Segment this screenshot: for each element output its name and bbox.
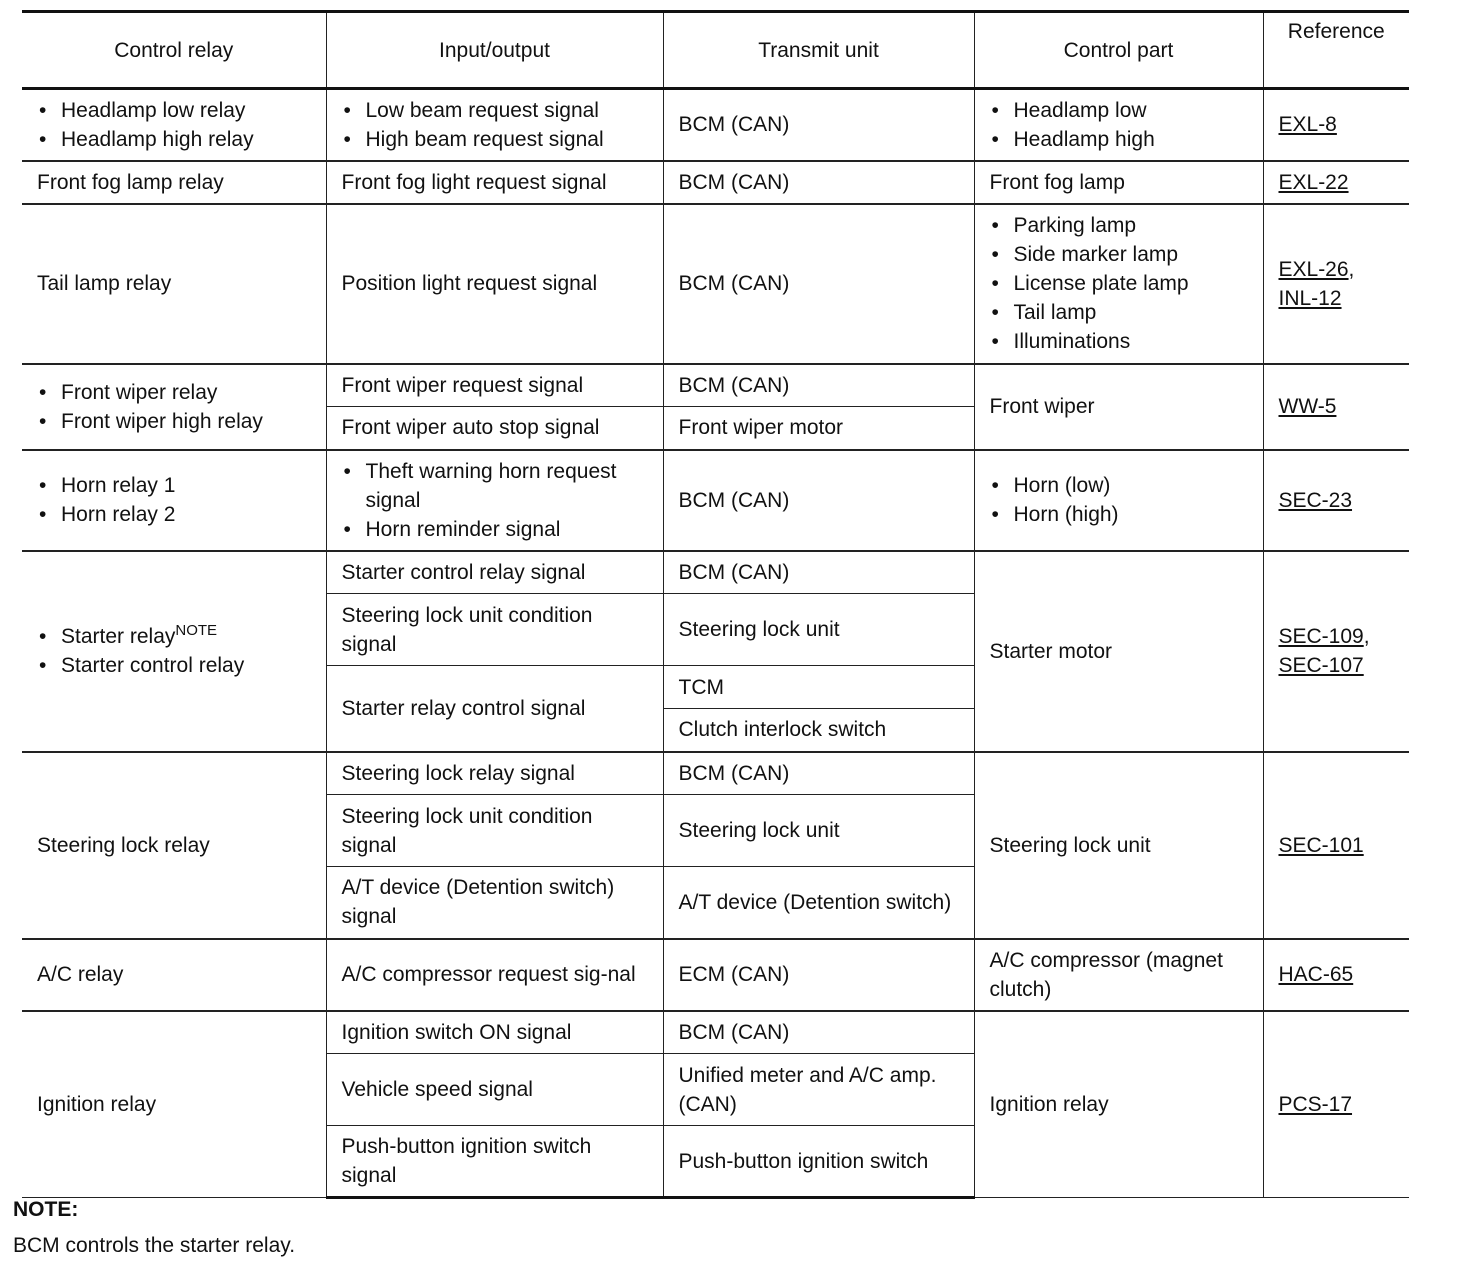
input-output-cell: Steering lock unit condition signal bbox=[326, 594, 663, 666]
transmit-unit-cell: Clutch interlock switch bbox=[663, 709, 974, 752]
list-item: • Illuminations bbox=[990, 327, 1248, 356]
reference-separator: , bbox=[1363, 625, 1370, 648]
table-row-tail bbox=[22, 204, 1409, 364]
transmit-unit-cell: BCM (CAN) bbox=[663, 89, 974, 161]
control-part-cell: Starter motor bbox=[974, 551, 1263, 752]
transmit-unit-cell: Front wiper motor bbox=[663, 407, 974, 450]
control-part-cell: Front wiper bbox=[974, 364, 1263, 450]
input-output-cell bbox=[326, 89, 663, 161]
list-item bbox=[37, 622, 311, 651]
reference-link[interactable]: SEC-109 bbox=[1278, 625, 1364, 648]
list-item: • Theft warning horn request signal bbox=[342, 457, 648, 515]
reference-cell bbox=[1263, 551, 1409, 752]
transmit-unit-cell: Unified meter and A/C amp. (CAN) bbox=[663, 1054, 974, 1126]
transmit-unit-cell: TCM bbox=[663, 666, 974, 709]
header-control-part: Control part bbox=[974, 12, 1263, 89]
reference-link[interactable]: SEC-107 bbox=[1278, 654, 1364, 677]
starter-relay-label: Starter relay bbox=[61, 625, 176, 648]
transmit-unit-cell: BCM (CAN) bbox=[663, 364, 974, 407]
list-item: • Headlamp high relay bbox=[37, 125, 311, 154]
header-transmit-unit: Transmit unit bbox=[663, 12, 974, 89]
list-item: • High beam request signal bbox=[342, 125, 648, 154]
control-relay-cell bbox=[22, 450, 326, 551]
reference-cell bbox=[1263, 204, 1409, 364]
input-output-cell: Position light request signal bbox=[326, 204, 663, 364]
list-item: • Horn (low) bbox=[990, 471, 1248, 500]
table-row-ignition bbox=[22, 1011, 1409, 1054]
control-part-cell: Ignition relay bbox=[974, 1011, 1263, 1198]
list-item: • Headlamp low bbox=[990, 96, 1248, 125]
transmit-unit-cell: Steering lock unit bbox=[663, 795, 974, 867]
control-relay-cell: Steering lock relay bbox=[22, 752, 326, 939]
list-item: • Headlamp high bbox=[990, 125, 1248, 154]
control-part-cell: A/C compressor (magnet clutch) bbox=[974, 939, 1263, 1011]
reference-link[interactable]: WW-5 bbox=[1278, 395, 1337, 418]
reference-link[interactable]: SEC-101 bbox=[1278, 833, 1364, 857]
list-item: • Low beam request signal bbox=[342, 96, 648, 125]
reference-cell bbox=[1263, 364, 1409, 450]
transmit-unit-cell: Steering lock unit bbox=[663, 594, 974, 666]
reference-link[interactable]: SEC-23 bbox=[1278, 488, 1353, 512]
relay-table bbox=[22, 10, 1409, 1199]
control-relay-cell: Front fog lamp relay bbox=[22, 161, 326, 204]
reference-link[interactable]: EXL-26 bbox=[1278, 257, 1349, 281]
list-item: • Headlamp low relay bbox=[37, 96, 311, 125]
control-relay-cell: Tail lamp relay bbox=[22, 204, 326, 364]
list-item: • Horn relay 1 bbox=[37, 471, 311, 500]
transmit-unit-cell: BCM (CAN) bbox=[663, 450, 974, 551]
control-part-cell bbox=[974, 204, 1263, 364]
input-output-cell: Vehicle speed signal bbox=[326, 1054, 663, 1126]
table-row-horn bbox=[22, 450, 1409, 551]
control-part-cell bbox=[974, 450, 1263, 551]
reference-link[interactable]: HAC-65 bbox=[1278, 963, 1354, 986]
table-row-fog bbox=[22, 161, 1409, 204]
control-part-cell bbox=[974, 89, 1263, 161]
transmit-unit-cell: BCM (CAN) bbox=[663, 1011, 974, 1054]
header-input-output: Input/output bbox=[326, 12, 663, 89]
note-text: BCM controls the starter relay. bbox=[13, 1234, 296, 1257]
input-output-cell: Push-button ignition switch signal bbox=[326, 1126, 663, 1198]
transmit-unit-cell: BCM (CAN) bbox=[663, 551, 974, 594]
control-relay-cell: A/C relay bbox=[22, 939, 326, 1011]
list-item: • Horn relay 2 bbox=[37, 500, 311, 529]
input-output-cell: Steering lock relay signal bbox=[326, 752, 663, 795]
reference-separator: , bbox=[1348, 257, 1355, 281]
list-item: • Tail lamp bbox=[990, 298, 1248, 327]
table-row-starter bbox=[22, 551, 1409, 594]
reference-link[interactable]: EXL-8 bbox=[1278, 113, 1337, 137]
header-reference: Reference bbox=[1263, 12, 1409, 89]
reference-link[interactable]: INL-12 bbox=[1278, 286, 1342, 310]
control-part-cell: Steering lock unit bbox=[974, 752, 1263, 939]
input-output-cell: Starter control relay signal bbox=[326, 551, 663, 594]
input-output-cell: A/T device (Detention switch) signal bbox=[326, 867, 663, 939]
list-item: • Side marker lamp bbox=[990, 240, 1248, 269]
input-output-cell: Front wiper auto stop signal bbox=[326, 407, 663, 450]
input-output-cell bbox=[326, 450, 663, 551]
list-item: • Front wiper high relay bbox=[37, 407, 311, 436]
list-item: • Parking lamp bbox=[990, 211, 1248, 240]
transmit-unit-cell: A/T device (Detention switch) bbox=[663, 867, 974, 939]
table-row-headlamp bbox=[22, 89, 1409, 161]
input-output-cell: A/C compressor request sig-nal bbox=[326, 939, 663, 1011]
transmit-unit-cell: BCM (CAN) bbox=[663, 204, 974, 364]
header-control-relay: Control relay bbox=[22, 12, 326, 89]
note-superscript: NOTE bbox=[175, 622, 218, 639]
table-row-ac bbox=[22, 939, 1409, 1011]
table-row-wiper bbox=[22, 364, 1409, 407]
reference-cell bbox=[1263, 161, 1409, 204]
input-output-cell: Starter relay control signal bbox=[326, 666, 663, 752]
reference-cell bbox=[1263, 939, 1409, 1011]
input-output-cell: Ignition switch ON signal bbox=[326, 1011, 663, 1054]
reference-cell bbox=[1263, 1011, 1409, 1198]
table-row-steering bbox=[22, 752, 1409, 795]
control-relay-cell bbox=[22, 89, 326, 161]
note-title: NOTE: bbox=[13, 1198, 79, 1221]
list-item: • License plate lamp bbox=[990, 269, 1248, 298]
reference-cell bbox=[1263, 450, 1409, 551]
list-item: • Horn reminder signal bbox=[342, 515, 648, 544]
transmit-unit-cell: BCM (CAN) bbox=[663, 161, 974, 204]
control-part-cell: Front fog lamp bbox=[974, 161, 1263, 204]
input-output-cell: Steering lock unit condition signal bbox=[326, 795, 663, 867]
list-item: • Starter control relay bbox=[37, 651, 311, 680]
reference-link[interactable]: EXL-22 bbox=[1278, 170, 1349, 194]
reference-link[interactable]: PCS-17 bbox=[1278, 1092, 1353, 1116]
transmit-unit-cell: BCM (CAN) bbox=[663, 752, 974, 795]
transmit-unit-cell: Push-button ignition switch bbox=[663, 1126, 974, 1198]
header-row bbox=[22, 12, 1409, 89]
control-relay-cell bbox=[22, 551, 326, 752]
reference-cell bbox=[1263, 89, 1409, 161]
transmit-unit-cell: ECM (CAN) bbox=[663, 939, 974, 1011]
input-output-cell: Front wiper request signal bbox=[326, 364, 663, 407]
input-output-cell: Front fog light request signal bbox=[326, 161, 663, 204]
control-relay-cell: Ignition relay bbox=[22, 1011, 326, 1198]
control-relay-cell bbox=[22, 364, 326, 450]
list-item: • Horn (high) bbox=[990, 500, 1248, 529]
reference-cell bbox=[1263, 752, 1409, 939]
list-item: • Front wiper relay bbox=[37, 378, 311, 407]
